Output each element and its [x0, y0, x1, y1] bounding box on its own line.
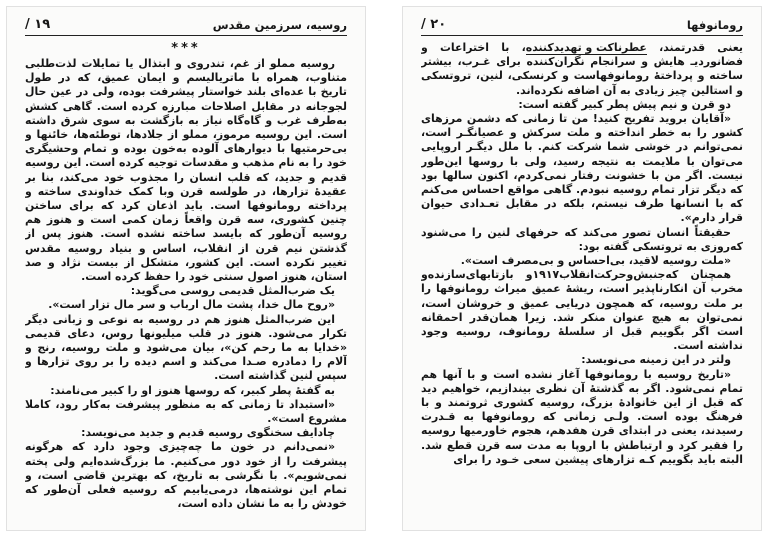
paragraph: روسیه مملو از غم، تندروی و ابتذال یا تمایلات لذت‌طلبی متناوب، همراه با ماتریالیسم و ایمان عمیق، که در طول تاریخ با عده‌ای بلند خواستار پیشرفت بوده، ولی در عین حال لجوجانه در مقابل اصلاحات مبارزه کرده است. گاهی کشش به‌طرف غرب و گاه‌گاه نیاز به بازگشت به سوی شرق داشته است. این روسیه مرموز، مملو از جلادها، توطئه‌ها، خائنها و بی‌حرمتیها با دیوارهای آلوده به‌خون بوده و تمام وحشیگری خود را به نام مذهب و مقدسات توجیه کرده است. این روسیه قدیم و جدید، که قلب انسان را مجذوب خود می‌کند، بنا بر عقیدهٔ تزارها، در طولسه قرن وبا کمک خداوندی ساخته و پرداخته رومانوفها است. باید اذعان کرد که برای ساختن چنین کشوری، سه قرن واقعاً زمان کمی است و هنوز هم روسیه آن‌طور که بایسد ساخته نشده است. هنوز پس از گذشتن نیم قرن از انقلاب، اساس و بنیاد روسیه مقدس تغییر نکرده است. این کشور، متشکل از بیست نژاد و صد استان، هنوز اصول سنتی خود را حفظ کرده است.	[25, 57, 347, 284]
quote-intro: ولتر در این زمینه می‌نویسد:	[581, 353, 731, 367]
header-rule	[25, 35, 347, 36]
quotation: «روح مال خدا، پشت مال ارباب و سر مال تزار است».	[48, 298, 335, 312]
book-gutter	[372, 0, 396, 535]
page-body	[25, 41, 347, 522]
quotation: «ملت روسیه لاقید، بی‌احساس و بی‌مصرف است».	[460, 254, 731, 268]
paragraph: همچنان که‌جنبش‌وحرکت‌انقلاب۱۹۱۷و بازتابهای‌سازنده‌و مخرب آن انکارناپذیر است، ریشهٔ عمیق میراث رومانوفها را بر ملت روسیه، که همچون دریایی عمیق و خروشان است، نمی‌توان به هیچ عنوان منکر شد. زیرا همان‌قدر احمقانه است اگر بگوییم قبل از سلسلهٔ رومانوف، روسیه وجود نداشته است.	[421, 268, 743, 353]
running-title: رومانوفها	[686, 18, 743, 32]
paragraph: به گفتهٔ پطر کبیر، که روسها هنوز او را کبیر می‌نامند:	[50, 383, 335, 397]
page-header	[421, 17, 743, 33]
paragraph: این ضرب‌المثل هنوز هم در روسیه به نوعی و زبانی دیگر تکرار می‌شود. هنوز در قلب میلیونها روس، دعای قدیمی «خدایا به ما رحم کن»، بیان می‌شود و ملت روسیه، رنج و آلام را دماد‌ره صـدا می‌کند و اسم دیده را بر روی تزارها و سپس لنین گذاشته است.	[25, 312, 347, 383]
text-run: ، با اختراعات و فضانوردیـ هایش و سرانجام نگران‌کننده برای غـرب، بیشتر ساخته و پرداختهٔ رومانوفهاست و کرنسکی، لنین، تروتسکی و استالین چیز زیادی به آن اضافه نکرده‌اند.	[421, 41, 743, 97]
right-page	[402, 6, 762, 531]
section-divider: ***	[171, 41, 201, 56]
underlined-phrase: عطرناکت و تهدیدکننده	[525, 41, 647, 54]
header-rule	[421, 35, 743, 36]
page-number: ۲۰ /	[421, 17, 447, 32]
quote-intro: چادایف سخنگوی روسیه قدیم و جدید می‌نویسد:	[81, 426, 335, 440]
quote-intro: دو قرن و نیم پیش پطر کبیر گفته است:	[518, 97, 731, 111]
running-title: روسیه، سرزمین مقدس	[212, 18, 347, 32]
quotation: «تاریخ روسیه با رومانوفها آغاز نشده است و با آنها هم تمام نمی‌شود. اگر به گذشتهٔ آن نظری بیندازیم، خواهیم دید که قبل از این خانوادهٔ بزرگ، روسیه کشوری ثروتمند و با فرهنگ بوده است. ولـی زمانی که رومانوفها به قـدرت رسیدند، یعنی در ابتدای قرن هفدهم، هجوم خاورمیها روسیه را فقیر کرد و ارتباطش با اروپا به مدت سه قرن قطع شد. البته باید بگوییم کـه تزارهای پیشین سعی خـود را برای	[421, 367, 743, 466]
paragraph: حقیقتاً انسان تصور می‌کند که حرفهای لنین را می‌شنود که‌روزی به تروتسکی گفته بود:	[421, 225, 743, 253]
text-run: یعنی قدرتمند،	[646, 41, 743, 54]
left-page	[6, 6, 366, 531]
paragraph	[421, 41, 743, 98]
page-body	[421, 41, 743, 522]
quotation: «نمی‌دانم در خون ما چه‌چیزی وجود دارد که هرگونه پیشرفت را از خود دور می‌کنیم. ما بزرگ‌شده‌ایم ولی پخته نمی‌شویم». با نگرشی به تاریخ، که بهترین قاضی است، و تمام این نوشته‌ها، درمی‌یابیم که روسیه فعلی آن‌طور که خودش را به ما نشان داده است،	[25, 440, 347, 511]
quote-intro: یک ضرب‌المثل قدیمی روسی می‌گوید:	[130, 284, 335, 298]
quotation: «استبداد تا زمانی که به منظور پیشرفت به‌کار رود، کاملا مشروع است».	[25, 397, 347, 426]
page-header	[25, 17, 347, 33]
page-number: ۱۹ /	[25, 17, 51, 32]
quotation: «آقایان بروید تفریح کنید! من تا زمانی که دشمن مرزهای کشور را به خطر انداخته و ملت سرکش و عصیانگـر است، نمی‌توانم در خوشی شما شرکت کنم. با ملل دیگـر اروپایی می‌توان با ملایمت به نتیجه رسید، ولی با روسها این‌طور نیست. اگر من با خشونت رفتار نمی‌کردم، اکنون سالها بود که دیگر تزار تمام روسیه نبودم. گاهی مواقع احساس می‌کنم که با انسانها طرف نیستم، بلکه در مقابل تعـدادی حیوان قرار دارم».	[421, 112, 743, 225]
